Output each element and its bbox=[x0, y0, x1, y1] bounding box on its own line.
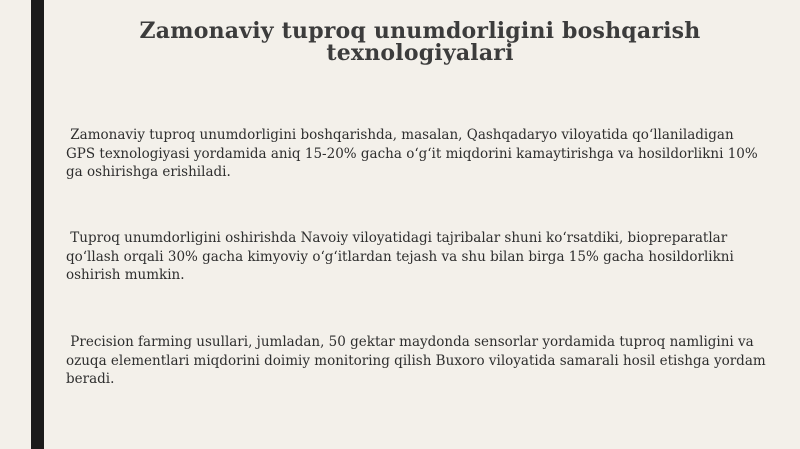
paragraph-precision-farming: Precision farming usullari, jumladan, 50 gektar maydonda sensorlar yordamida tuproq namligini va ozuqa elementlari miqdorini doimiy monitoring qilish Buxoro viloyatida samarali hosil etishga yordam beradi. bbox=[66, 334, 770, 387]
left-accent-bar bbox=[31, 0, 44, 449]
paragraph-biopreparations: Tuproq unumdorligini oshirishda Navoiy viloyatidagi tajribalar shuni ko‘rsatdiki, biopreparatlar qo‘llash orqali 30% gacha kimyoviy o‘g‘itlardan tejash va shu bilan birga 15% gacha hosildorlikni oshirish mumkin. bbox=[66, 230, 739, 283]
slide-title: Zamonaviy tuproq unumdorligini boshqarish texnologiyalari bbox=[139, 18, 701, 66]
paragraph-gps-technology: Zamonaviy tuproq unumdorligini boshqarishda, masalan, Qashqadaryo viloyatida qo‘llaniladigan GPS texnologiyasi yordamida aniq 15-20% gacha o‘g‘it miqdorini kamaytirishga va hosildorlikni 10% ga oshirishga erishiladi. bbox=[66, 127, 763, 180]
